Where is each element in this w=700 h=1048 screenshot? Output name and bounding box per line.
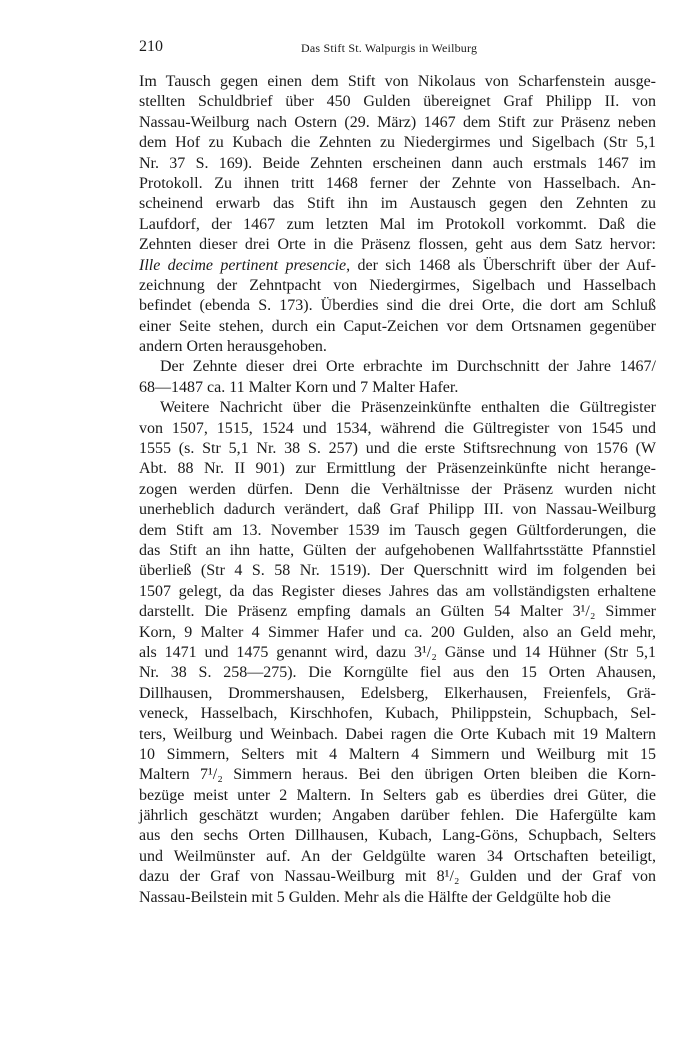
- running-head: Das Stift St. Walpurgis in Weilburg: [301, 41, 478, 55]
- text-line: [139, 72, 656, 92]
- text-segment: 1555 (s. Str 5,1 Nr. 38 S. 257) und die erste Stiftsrechnung von 1576 (W: [139, 440, 656, 458]
- text-line: [139, 276, 656, 296]
- text-segment: zogen werden dürfen. Denn die Verhältnisse der Präsenz wurden nicht: [139, 480, 656, 498]
- text-line: [139, 194, 656, 214]
- text-segment: überließ (Str 4 S. 58 Nr. 1519). Der Querschnitt wird im folgenden bei: [139, 562, 656, 580]
- paragraph: [139, 357, 656, 398]
- text-line: [139, 133, 656, 153]
- text-segment: Weitere Nachricht über die Präsenzeinkünfte enthalten die Gültregister: [160, 399, 656, 417]
- text-segment: das Stift an ihn hatte, Gülten der aufgehobenen Wallfahrtsstätte Pfannstiel: [139, 541, 656, 559]
- text-line: [139, 684, 656, 704]
- text-line: [139, 92, 656, 112]
- text-segment: 10 Simmern, Selters mit 4 Maltern 4 Simmern und Weilburg mit 15: [139, 745, 656, 763]
- text-line: [139, 256, 656, 276]
- text-line: [139, 113, 656, 133]
- text-segment: veneck, Hasselbach, Kirschhofen, Kubach, Philippstein, Schupbach, Sel-: [139, 705, 656, 723]
- text-segment: als 1471 und 1475 genannt wird, dazu 3¹/₂ Gänse und 14 Hühner (Str 5,1: [139, 643, 656, 661]
- text-segment: dem Stift am 13. November 1539 im Tausch gegen Gültforderungen, die: [139, 521, 656, 539]
- text-segment: Nr. 37 S. 169). Beide Zehnten erscheinen dann auch erstmals 1467 im: [139, 154, 656, 172]
- text-segment: aus den sechs Orten Dillhausen, Kubach, Lang-Göns, Schupbach, Selters: [139, 827, 656, 845]
- text-line: [139, 459, 656, 479]
- text-line: [139, 765, 656, 785]
- text-line: [139, 500, 656, 520]
- text-segment: befindet (ebenda S. 173). Überdies sind die drei Orte, die dort am Schluß: [139, 297, 656, 315]
- paragraph: [139, 398, 656, 908]
- text-line: [139, 602, 656, 622]
- text-segment: scheinend erwarb das Stift ihn im Austausch gegen den Zehnten zu: [139, 195, 656, 213]
- body-text: [139, 72, 656, 908]
- text-line: [139, 317, 656, 337]
- text-segment: 1507 gelegt, da das Register dieses Jahres das am vollständigsten erhaltene: [139, 582, 656, 600]
- text-segment: dem Hof zu Kubach die Zehnten zu Niedergirmes und Sigelbach (Str 5,1: [139, 134, 656, 152]
- text-segment: unerheblich dadurch verändert, daß Graf Philipp III. von Nassau-Weilburg: [139, 501, 656, 519]
- text-line: [139, 215, 656, 235]
- text-line: [139, 541, 656, 561]
- text-line: [139, 704, 656, 724]
- page-number: 210: [139, 38, 163, 55]
- text-segment: 68—1487 ca. 11 Malter Korn und 7 Malter Hafer.: [139, 378, 459, 396]
- text-segment: Maltern 7¹/₂ Simmern heraus. Bei den übrigen Orten bleiben die Korn-: [139, 766, 656, 784]
- text-segment: und Weilmünster auf. An der Geldgülte waren 34 Ortschaften beteiligt,: [139, 847, 656, 865]
- text-line: [139, 582, 656, 602]
- text-segment: Abt. 88 Nr. II 901) zur Ermittlung der Präsenzeinkünfte nicht herange-: [139, 460, 656, 478]
- text-line: [139, 888, 656, 908]
- text-line: [139, 623, 656, 643]
- text-segment: ters, Weilburg und Weinbach. Dabei ragen die Orte Kubach mit 19 Maltern: [139, 725, 656, 743]
- text-line: [139, 725, 656, 745]
- text-segment: Nassau-Weilburg nach Ostern (29. März) 1467 dem Stift zur Präsenz neben: [139, 113, 656, 131]
- text-line: [139, 745, 656, 765]
- text-segment: dazu der Graf von Nassau-Weilburg mit 8¹/₂ Gulden und der Graf von: [139, 868, 656, 886]
- text-line: [139, 480, 656, 500]
- text-line: [139, 378, 656, 398]
- text-segment: Laufdorf, der 1467 zum letzten Mal im Protokoll vorkommt. Daß die: [139, 215, 656, 233]
- text-line: [139, 826, 656, 846]
- text-line: [139, 806, 656, 826]
- text-segment: Nr. 38 S. 258—275). Die Korngülte fiel aus den 15 Orten Ahausen,: [139, 664, 656, 682]
- text-segment: stellten Schuldbrief über 450 Gulden übereignet Graf Philipp II. von: [139, 93, 656, 111]
- paragraph: [139, 72, 656, 357]
- text-segment: darstellt. Die Präsenz empfing damals an Gülten 54 Malter 3¹/₂ Simmer: [139, 603, 656, 621]
- text-segment: Dillhausen, Drommershausen, Edelsberg, Elkerhausen, Freienfels, Grä-: [139, 684, 656, 702]
- text-segment: , der sich 1468 als Überschrift über der Auf-: [346, 256, 656, 274]
- text-line: [139, 663, 656, 683]
- text-segment: Nassau-Beilstein mit 5 Gulden. Mehr als die Hälfte der Geldgülte hob die: [139, 888, 611, 906]
- text-line: [139, 786, 656, 806]
- text-segment: Protokoll. Zu ihnen tritt 1468 ferner der Zehnte von Hasselbach. An-: [139, 174, 656, 192]
- text-line: [139, 154, 656, 174]
- text-line: [139, 398, 656, 418]
- text-line: [139, 174, 656, 194]
- text-segment: Der Zehnte dieser drei Orte erbrachte im Durchschnitt der Jahre 1467/: [160, 358, 656, 376]
- text-line: [139, 643, 656, 663]
- text-segment: jährlich geschätzt wurden; Angaben darüber fehlen. Die Hafergülte kam: [139, 807, 656, 825]
- text-segment: Zehnten dieser drei Orte in die Präsenz flossen, geht aus dem Satz hervor:: [139, 236, 656, 254]
- text-segment: von 1507, 1515, 1524 und 1534, während die Gültregister von 1545 und: [139, 419, 656, 437]
- text-segment: zeichnung der Zehntpacht von Niedergirmes, Sigelbach und Hasselbach: [139, 276, 656, 294]
- text-segment: andern Orten herausgehoben.: [139, 338, 327, 356]
- text-line: [139, 337, 656, 357]
- text-line: [139, 419, 656, 439]
- text-line: [139, 357, 656, 377]
- text-segment: Im Tausch gegen einen dem Stift von Nikolaus von Scharfenstein ausge-: [139, 73, 656, 90]
- text-line: [139, 296, 656, 316]
- text-line: [139, 561, 656, 581]
- text-line: [139, 439, 656, 459]
- text-line: [139, 235, 656, 255]
- text-segment: Korn, 9 Malter 4 Simmer Hafer und ca. 200 Gulden, also an Geld mehr,: [139, 623, 656, 641]
- text-segment: einer Seite stehen, durch ein Caput-Zeichen vor dem Ortsnamen gegenüber: [139, 317, 656, 335]
- italic-quote: Ille decime pertinent presencie: [139, 256, 347, 274]
- text-line: [139, 867, 656, 887]
- text-segment: bezüge meist unter 2 Maltern. In Selters gab es überdies drei Güter, die: [139, 786, 656, 804]
- page-header: [139, 38, 654, 58]
- text-line: [139, 847, 656, 867]
- text-line: [139, 521, 656, 541]
